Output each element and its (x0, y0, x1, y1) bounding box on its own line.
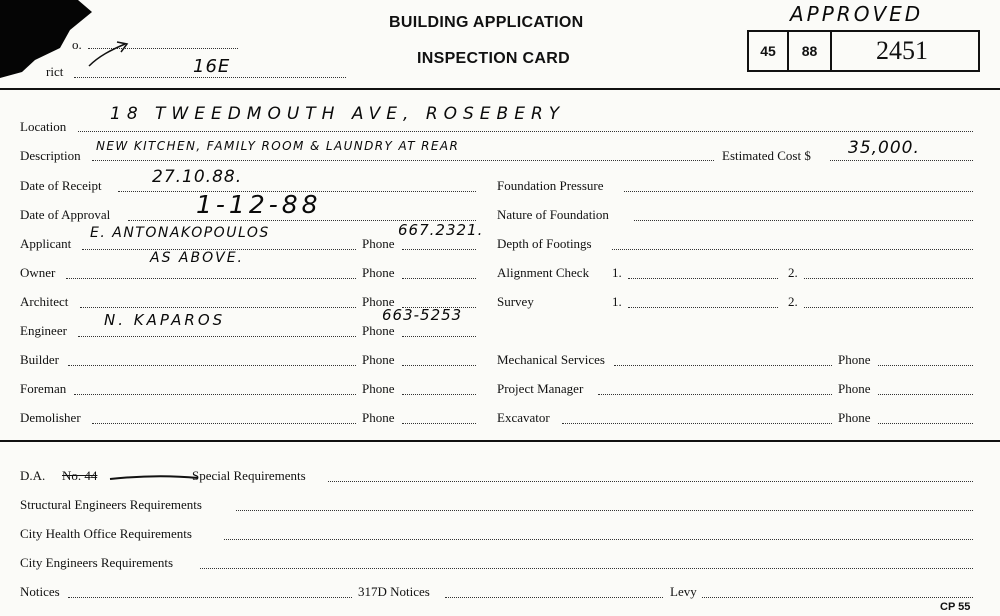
special-requirements-line (328, 481, 973, 482)
foreman-phone-label: Phone (362, 381, 395, 396)
engineer-phone-value: 663-5253 (382, 306, 463, 324)
notices-317d-line (445, 597, 663, 598)
survey-line-2 (804, 307, 973, 308)
no-label: o. (72, 37, 82, 52)
owner-line (66, 278, 356, 279)
survey-n1: 1. (612, 294, 622, 309)
structural-label: Structural Engineers Requirements (20, 497, 202, 512)
district-dotted-line (74, 77, 346, 78)
survey-line-1 (628, 307, 778, 308)
depth-footings-label: Depth of Footings (497, 236, 592, 251)
estimated-cost-label: Estimated Cost $ (722, 148, 811, 163)
approval-label: Date of Approval (20, 207, 111, 222)
district-label: rict (46, 64, 64, 79)
approval-value: 1-12-88 (196, 190, 322, 219)
foreman-label: Foreman (20, 381, 67, 396)
location-line (78, 131, 973, 132)
project-manager-label: Project Manager (497, 381, 584, 396)
alignment-line-1 (628, 278, 778, 279)
title-line-2: INSPECTION CARD (417, 50, 570, 67)
depth-footings-line (612, 249, 973, 250)
strike-stroke (108, 470, 200, 484)
special-requirements-label: Special Requirements (192, 468, 306, 483)
estimated-cost-value: 35,000. (848, 138, 920, 158)
alignment-line-2 (804, 278, 973, 279)
architect-phone-label: Phone (362, 294, 395, 309)
da-label: D.A. (20, 468, 46, 483)
notices-line (68, 597, 352, 598)
owner-phone-line (402, 278, 476, 279)
architect-line (80, 307, 356, 308)
owner-label: Owner (20, 265, 56, 280)
mechanical-line (614, 365, 832, 366)
builder-phone-line (402, 365, 476, 366)
nature-foundation-line (634, 220, 973, 221)
estimated-cost-line (830, 160, 973, 161)
city-engineers-label: City Engineers Requirements (20, 555, 174, 570)
notices-label: Notices (20, 584, 60, 599)
levy-line (702, 597, 973, 598)
owner-value: AS ABOVE. (150, 250, 244, 266)
number-box-1: 45 (747, 30, 789, 72)
alignment-n1: 1. (612, 265, 622, 280)
applicant-value: E. ANTONAKOPOULOS (90, 225, 270, 241)
engineer-value: N. KAPAROS (104, 311, 226, 329)
city-engineers-line (200, 568, 973, 569)
location-label: Location (20, 119, 67, 134)
engineer-label: Engineer (20, 323, 67, 338)
owner-phone-label: Phone (362, 265, 395, 280)
health-line (224, 539, 973, 540)
architect-label: Architect (20, 294, 69, 309)
engineer-line (78, 336, 356, 337)
demolisher-phone-label: Phone (362, 410, 395, 425)
top-divider (0, 88, 1000, 90)
demolisher-line (92, 423, 356, 424)
excavator-label: Excavator (497, 410, 550, 425)
alignment-n2: 2. (788, 265, 798, 280)
applicant-phone-value: 667.2321. (398, 221, 484, 239)
alignment-check-label: Alignment Check (497, 265, 590, 280)
middle-divider (0, 440, 1000, 442)
builder-label: Builder (20, 352, 59, 367)
notices-317d-label: 317D Notices (358, 584, 430, 599)
approved-stamp: APPROVED (790, 2, 924, 26)
project-manager-phone-line (878, 394, 973, 395)
excavator-phone-line (878, 423, 973, 424)
da-struck-number: No. 44 (62, 468, 98, 483)
mechanical-label: Mechanical Services (497, 352, 605, 367)
mechanical-phone-line (878, 365, 973, 366)
excavator-phone-label: Phone (838, 410, 871, 425)
project-manager-phone-label: Phone (838, 381, 871, 396)
receipt-value: 27.10.88. (152, 167, 243, 187)
applicant-phone-label: Phone (362, 236, 395, 251)
excavator-line (562, 423, 832, 424)
title-line-1: BUILDING APPLICATION (389, 14, 584, 31)
form-code: CP 55 (940, 601, 971, 613)
applicant-label: Applicant (20, 236, 72, 251)
foreman-line (74, 394, 356, 395)
nature-foundation-label: Nature of Foundation (497, 207, 609, 222)
location-value: 18 TWEEDMOUTH AVE, ROSEBERY (110, 104, 566, 124)
card-number: 2451 (830, 30, 980, 72)
foreman-phone-line (402, 394, 476, 395)
engineer-phone-line (402, 336, 476, 337)
builder-line (68, 365, 356, 366)
number-box-2: 88 (787, 30, 832, 72)
health-label: City Health Office Requirements (20, 526, 192, 541)
description-line (92, 160, 714, 161)
foundation-pressure-label: Foundation Pressure (497, 178, 604, 193)
survey-label: Survey (497, 294, 534, 309)
arrow-scribble-icon (85, 36, 135, 72)
description-value: NEW KITCHEN, FAMILY ROOM & LAUNDRY AT REAR (96, 139, 460, 153)
foundation-pressure-line (624, 191, 973, 192)
survey-n2: 2. (788, 294, 798, 309)
builder-phone-label: Phone (362, 352, 395, 367)
project-manager-line (598, 394, 832, 395)
demolisher-label: Demolisher (20, 410, 81, 425)
mechanical-phone-label: Phone (838, 352, 871, 367)
demolisher-phone-line (402, 423, 476, 424)
description-label: Description (20, 148, 81, 163)
applicant-phone-line (402, 249, 476, 250)
engineer-phone-label: Phone (362, 323, 395, 338)
levy-label: Levy (670, 584, 697, 599)
structural-line (236, 510, 973, 511)
district-value: 16E (193, 56, 231, 77)
receipt-label: Date of Receipt (20, 178, 102, 193)
